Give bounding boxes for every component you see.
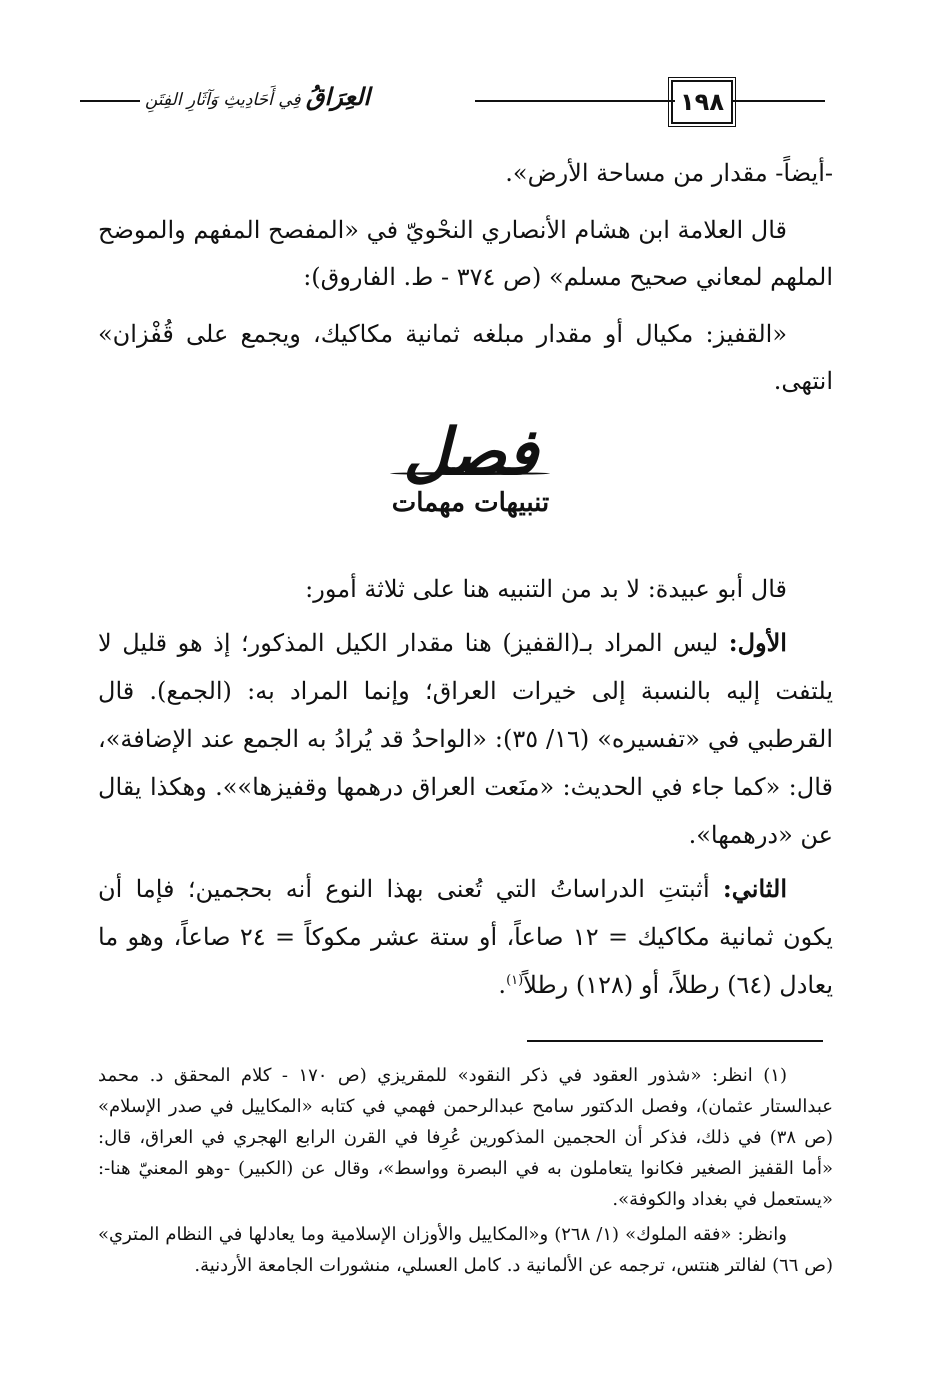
main-text-block [98, 565, 833, 1015]
first-point-text: ليس المراد بـ(القفيز) هنا مقدار الكيل المذكور؛ إذ هو قليل لا يلتفت إليه بالنسبة إلى خيرات العراق؛ وإنما المراد به: (الجمع). قال القرطبي في «تفسيره» (١٦/ ٣٥): «الواحدُ قد يُرادُ به الجمع عند الإضافة»، قال: «كما جاء في الحديث: «منَعت العراق درهمها وقفيزها»». وهكذا يقال عن «درهمها». [98, 629, 833, 849]
section-subheading: تنبيهات مهمات [391, 488, 550, 518]
book-title-main: العِرَاقُ [305, 82, 371, 111]
page-header [80, 70, 825, 130]
header-rule-middle [475, 100, 675, 102]
paragraph-intro: قال أبو عبيدة: لا بد من التنبيه هنا على ثلاثة أمور: [305, 575, 787, 603]
section-heading-flourish [390, 472, 550, 475]
top-text-block [98, 150, 833, 415]
footnote-reference: (١) [506, 973, 524, 988]
paragraph-first [98, 619, 833, 859]
header-rule-left [80, 100, 140, 102]
second-point-label: الثاني: [722, 874, 787, 903]
header-rule-right [733, 100, 825, 102]
paragraph-continuation: -أيضاً- مقدار من مساحة الأرض». [505, 159, 833, 187]
running-book-title [140, 82, 375, 111]
paragraph-second [98, 865, 833, 1009]
footnote-1: (١) انظر: «شذور العقود في ذكر النقود» للمقريزي (ص ١٧٠ - كلام المحقق د. محمد عبدالستار عثمان)، وفصل الدكتور سامح عبدالرحمن فهمي في كتابه «المكاييل في صدر الإسلام» (ص ٣٨) في ذلك، فذكر أن الحجمين المذكورين عُرِفا في القرن الرابع الهجري في العراق، قال: «أما القفيز الصغير فكانوا يتعاملون به في البصرة وواسط»، وقال عن (الكبير) -وهو المعنيّ هنا-: «يستعمل في بغداد والكوفة». [98, 1065, 833, 1210]
book-title-rest: فِي أَحَادِيثِ وَآثَارِ الفِتَنِ [144, 90, 301, 110]
paragraph-ibn-hisham: قال العلامة ابن هشام الأنصاري النحْويّ في «المفصح المفهم والموضح الملهم لمعاني صحيح مسلم» (ص ٣٧٤ - ط. الفاروق): [98, 216, 833, 291]
second-point-end: . [498, 971, 507, 999]
footnote-separator [527, 1040, 823, 1042]
footnotes-block [98, 1060, 833, 1285]
first-point-label: الأول: [728, 628, 787, 657]
second-point-text: أثبتتِ الدراساتُ التي تُعنى بهذا النوع أنه بحجمين؛ فإما أن يكون ثمانية مكاكيك = ١٢ صاعاً، أو ستة عشر مكوكاً = ٢٤ صاعاً، وهو ما يعادل (٦٤) رطلاً، أو (١٢٨) رطلاً [98, 875, 833, 999]
page-number: ١٩٨ [671, 80, 733, 124]
section-heading: فصل [403, 415, 538, 490]
footnote-1-continued: وانظر: «فقه الملوك» (١/ ٢٦٨) و«المكاييل والأوزان الإسلامية وما يعادلها في النظام المتري» (ص ٦٦) لفالتر هنتس، ترجمه عن الألمانية د. كامل العسلي، منشورات الجامعة الأردنية. [98, 1224, 833, 1276]
paragraph-quote: «القفيز: مكيال أو مقدار مبلغه ثمانية مكاكيك، ويجمع على قُفْزان» انتهى. [98, 320, 833, 395]
